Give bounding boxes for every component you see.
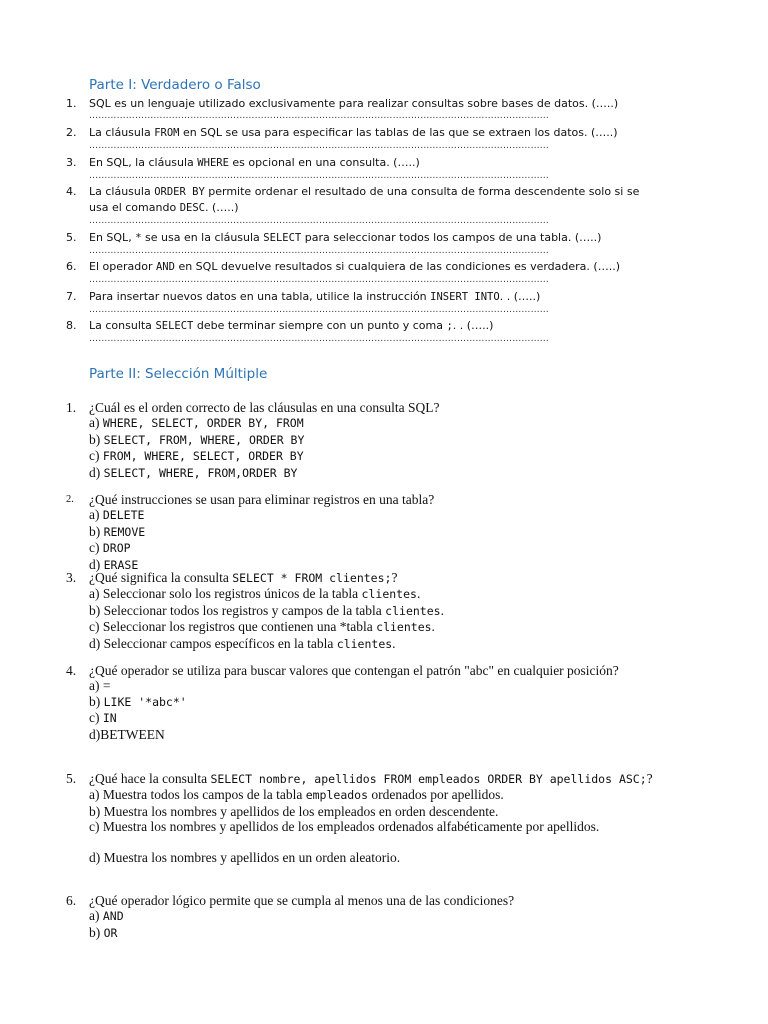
mc-question-text: ¿Qué operador se utiliza para buscar valores que contengan el patrón "abc" en cualquier posición?	[89, 663, 619, 678]
tf-item-text: Para insertar nuevos datos en una tabla, utilice la instrucción INSERT INTO. . (…..)	[89, 290, 541, 303]
mc-question-number: 3.	[66, 570, 77, 585]
tf-item-text: En SQL, * se usa en la cláusula SELECT para seleccionar todos los campos de una tabla. (…..)	[89, 231, 602, 244]
answer-dotted-line: ……………………………………………………………………………………………………………………………………	[89, 216, 549, 226]
tf-item-number: 8.	[66, 319, 77, 332]
option-b: b) REMOVE	[89, 523, 146, 539]
option-b: b) Muestra los nombres y apellidos de los empleados en orden descendente.	[89, 803, 499, 819]
mc-question-number: 5.	[66, 771, 77, 786]
part1-heading: Parte I: Verdadero o Falso	[89, 77, 261, 93]
answer-dotted-line: ……………………………………………………………………………………………………………………………………	[89, 246, 549, 256]
mc-question-text: ¿Qué hace la consulta SELECT nombre, apellidos FROM empleados ORDER BY apellidos ASC;?	[89, 771, 653, 786]
answer-dotted-line: ……………………………………………………………………………………………………………………………………	[89, 111, 549, 121]
blank-line	[89, 835, 689, 850]
option-b: b) LIKE '*abc*'	[89, 693, 187, 709]
mc-question-text: ¿Cuál es el orden correcto de las cláusulas en una consulta SQL?	[89, 400, 440, 415]
mc-question-text: ¿Qué operador lógico permite que se cumpla al menos una de las condiciones?	[89, 893, 515, 908]
option-a: a) Seleccionar solo los registros únicos de la tabla clientes.	[89, 586, 421, 602]
tf-item-number: 2.	[66, 126, 77, 139]
option-c: c) IN	[89, 710, 117, 726]
mc-question-number: 2.	[66, 494, 74, 505]
option-a: a) AND	[89, 908, 124, 924]
option-a: a) Muestra todos los campos de la tabla empleados ordenados por apellidos.	[89, 787, 504, 803]
option-c: c) Muestra los nombres y apellidos de los empleados ordenados alfabéticamente por apellidos.	[89, 819, 600, 835]
option-b: b) SELECT, FROM, WHERE, ORDER BY	[89, 431, 305, 447]
answer-dotted-line: ……………………………………………………………………………………………………………………………………	[89, 305, 549, 315]
mc-question-text: ¿Qué significa la consulta SELECT * FROM clientes;?	[89, 570, 398, 585]
option-d: d) Muestra los nombres y apellidos en un orden aleatorio.	[89, 849, 401, 865]
mc-question-number: 1.	[66, 400, 77, 415]
option-d: d) SELECT, WHERE, FROM,ORDER BY	[89, 464, 298, 480]
part2-heading: Parte II: Selección Múltiple	[89, 366, 268, 382]
tf-item-text: SQL es un lenguaje utilizado exclusivamente para realizar consultas sobre bases de datos. (…..)	[89, 97, 619, 110]
answer-dotted-line: ……………………………………………………………………………………………………………………………………	[89, 141, 549, 151]
option-d: d) ERASE	[89, 556, 139, 572]
option-d: d)BETWEEN	[89, 726, 165, 742]
option-a: a) =	[89, 678, 111, 694]
tf-item-text: La cláusula FROM en SQL se usa para especificar las tablas de las que se extraen los datos. (…..)	[89, 126, 618, 139]
option-d: d) Seleccionar campos específicos en la tabla clientes.	[89, 635, 396, 651]
option-c: c) Seleccionar los registros que contienen una *tabla clientes.	[89, 619, 435, 635]
option-a: a) DELETE	[89, 507, 145, 523]
tf-item-number: 5.	[66, 231, 77, 244]
tf-item-text: En SQL, la cláusula WHERE es opcional en una consulta. (…..)	[89, 156, 420, 169]
tf-item-number: 3.	[66, 156, 77, 169]
tf-item-text-line2: usa el comando DESC. (…..)	[89, 201, 239, 214]
answer-dotted-line: ……………………………………………………………………………………………………………………………………	[89, 275, 549, 285]
tf-item-number: 6.	[66, 260, 77, 273]
answer-dotted-line: ……………………………………………………………………………………………………………………………………	[89, 171, 549, 181]
tf-item-number: 7.	[66, 290, 77, 303]
mc-question-text: ¿Qué instrucciones se usan para eliminar registros en una tabla?	[89, 492, 435, 507]
tf-item-text: El operador AND en SQL devuelve resultados si cualquiera de las condiciones es verdadera. (…..)	[89, 260, 620, 273]
tf-item-text: La consulta SELECT debe terminar siempre con un punto y coma ;. . (…..)	[89, 319, 494, 332]
mc-question-number: 6.	[66, 893, 77, 908]
option-b: b) Seleccionar todos los registros y campos de la tabla clientes.	[89, 602, 444, 618]
option-a: a) WHERE, SELECT, ORDER BY, FROM	[89, 415, 304, 431]
tf-item-text: La cláusula ORDER BY permite ordenar el resultado de una consulta de forma descendente solo si se	[89, 185, 640, 198]
option-c: c) DROP	[89, 540, 131, 556]
tf-item-number: 1.	[66, 97, 77, 110]
option-b: b) OR	[89, 924, 118, 940]
tf-item-number: 4.	[66, 185, 77, 198]
mc-question-number: 4.	[66, 663, 77, 678]
answer-dotted-line: ……………………………………………………………………………………………………………………………………	[89, 334, 549, 344]
option-c: c) FROM, WHERE, SELECT, ORDER BY	[89, 448, 304, 464]
